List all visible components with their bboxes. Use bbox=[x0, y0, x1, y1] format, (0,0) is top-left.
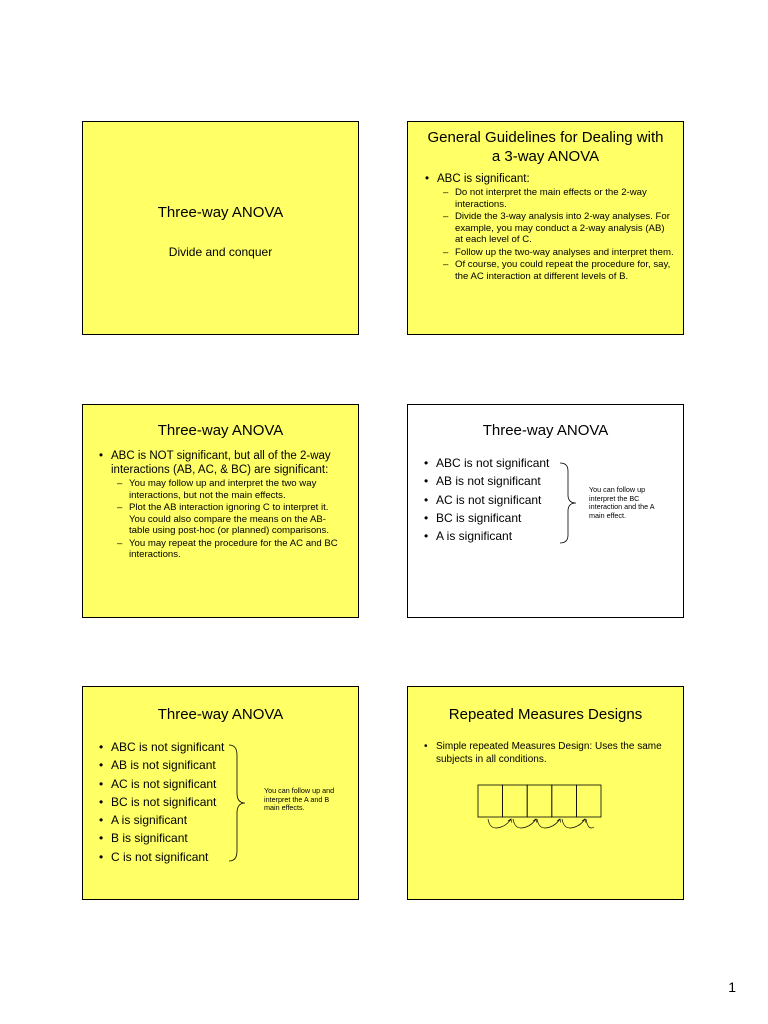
repeated-measures-diagram bbox=[473, 783, 608, 833]
slide-title: Three-way ANOVA bbox=[157, 706, 284, 723]
list-item: • AB is not significant bbox=[424, 472, 549, 490]
slide-6 bbox=[407, 686, 684, 900]
brace-icon bbox=[556, 461, 580, 545]
bullet-item: • ABC is significant: – Do not interpret the main effects or the 2-way interactions. – Divide the 3-way analysis into 2-way analyses. For example, you may conduct a 2-way analysis (AB) at each level of C. – Follow up the two-way analyses and interpret them. – Of course, you could repeat the procedure for, say, the AC interaction at different levels of B. bbox=[425, 172, 675, 282]
slide-4 bbox=[407, 404, 684, 618]
slide-3 bbox=[82, 404, 359, 618]
sub-bullet-item: – You may repeat the procedure for the AC and BC interactions. bbox=[111, 538, 344, 561]
bullet-item: • Simple repeated Measures Design: Uses the same subjects in all conditions. bbox=[424, 741, 679, 766]
list-item: • ABC is not significant bbox=[99, 738, 224, 756]
status-list bbox=[424, 454, 549, 545]
note-text: You can follow up and interpret the A and B main effects. bbox=[264, 786, 335, 813]
slide-title: Three-way ANOVA bbox=[482, 422, 609, 439]
slide-body bbox=[425, 172, 675, 283]
list-item: • B is significant bbox=[99, 829, 224, 847]
slide-title: Three-way ANOVA bbox=[157, 422, 284, 439]
sub-bullet-item: – Divide the 3-way analysis into 2-way analyses. For example, you may conduct a 2-way analysis (AB) at each level of C. bbox=[437, 211, 675, 246]
page-number: 1 bbox=[728, 979, 736, 995]
list-item: • A is significant bbox=[99, 811, 224, 829]
sub-bullet-item: – Do not interpret the main effects or the 2-way interactions. bbox=[437, 187, 675, 210]
list-item: • A is significant bbox=[424, 527, 549, 545]
list-item: • AC is not significant bbox=[99, 775, 224, 793]
list-item: • AC is not significant bbox=[424, 491, 549, 509]
slide-title-line-2: a 3-way ANOVA bbox=[491, 148, 600, 165]
sub-bullet-item: – Follow up the two-way analyses and interpret them. bbox=[437, 247, 675, 259]
slide-body bbox=[99, 449, 344, 562]
status-list bbox=[99, 738, 224, 866]
slide-5 bbox=[82, 686, 359, 900]
curved-arrow-icon bbox=[488, 819, 594, 828]
slide-subtitle: Divide and conquer bbox=[168, 245, 273, 259]
slide-2 bbox=[407, 121, 684, 335]
bullet-item: • ABC is NOT significant, but all of the 2-way interactions (AB, AC, & BC) are significant: – You may follow up and interpret the two way interactions, but not the main effects. – Plot the AB interaction ignoring C to interpret it. You could also compare the means on the AB-table using post-hoc (or planned) comparisons. – You may repeat the procedure for the AC and BC interactions. bbox=[99, 449, 344, 561]
sub-bullet-item: – Plot the AB interaction ignoring C to interpret it. You could also compare the means on the AB-table using post-hoc (or planned) comparisons. bbox=[111, 502, 344, 537]
brace-icon bbox=[225, 743, 249, 863]
sub-bullet-item: – Of course, you could repeat the procedure for, say, the AC interaction at different levels of B. bbox=[437, 259, 675, 282]
slide-body bbox=[424, 741, 679, 766]
list-item: • ABC is not significant bbox=[424, 454, 549, 472]
list-item: • BC is not significant bbox=[99, 793, 224, 811]
slide-title-line-1: General Guidelines for Dealing with bbox=[427, 129, 664, 146]
note-text: You can follow up interpret the BC interaction and the A main effect. bbox=[589, 485, 655, 520]
list-item: • BC is significant bbox=[424, 509, 549, 527]
slide-1 bbox=[82, 121, 359, 335]
slide-title: Three-way ANOVA bbox=[157, 204, 284, 221]
list-item: • AB is not significant bbox=[99, 756, 224, 774]
list-item: • C is not significant bbox=[99, 848, 224, 866]
condition-boxes bbox=[478, 785, 601, 817]
slide-title: Repeated Measures Designs bbox=[448, 706, 643, 723]
sub-bullet-item: – You may follow up and interpret the two way interactions, but not the main effects. bbox=[111, 478, 344, 501]
